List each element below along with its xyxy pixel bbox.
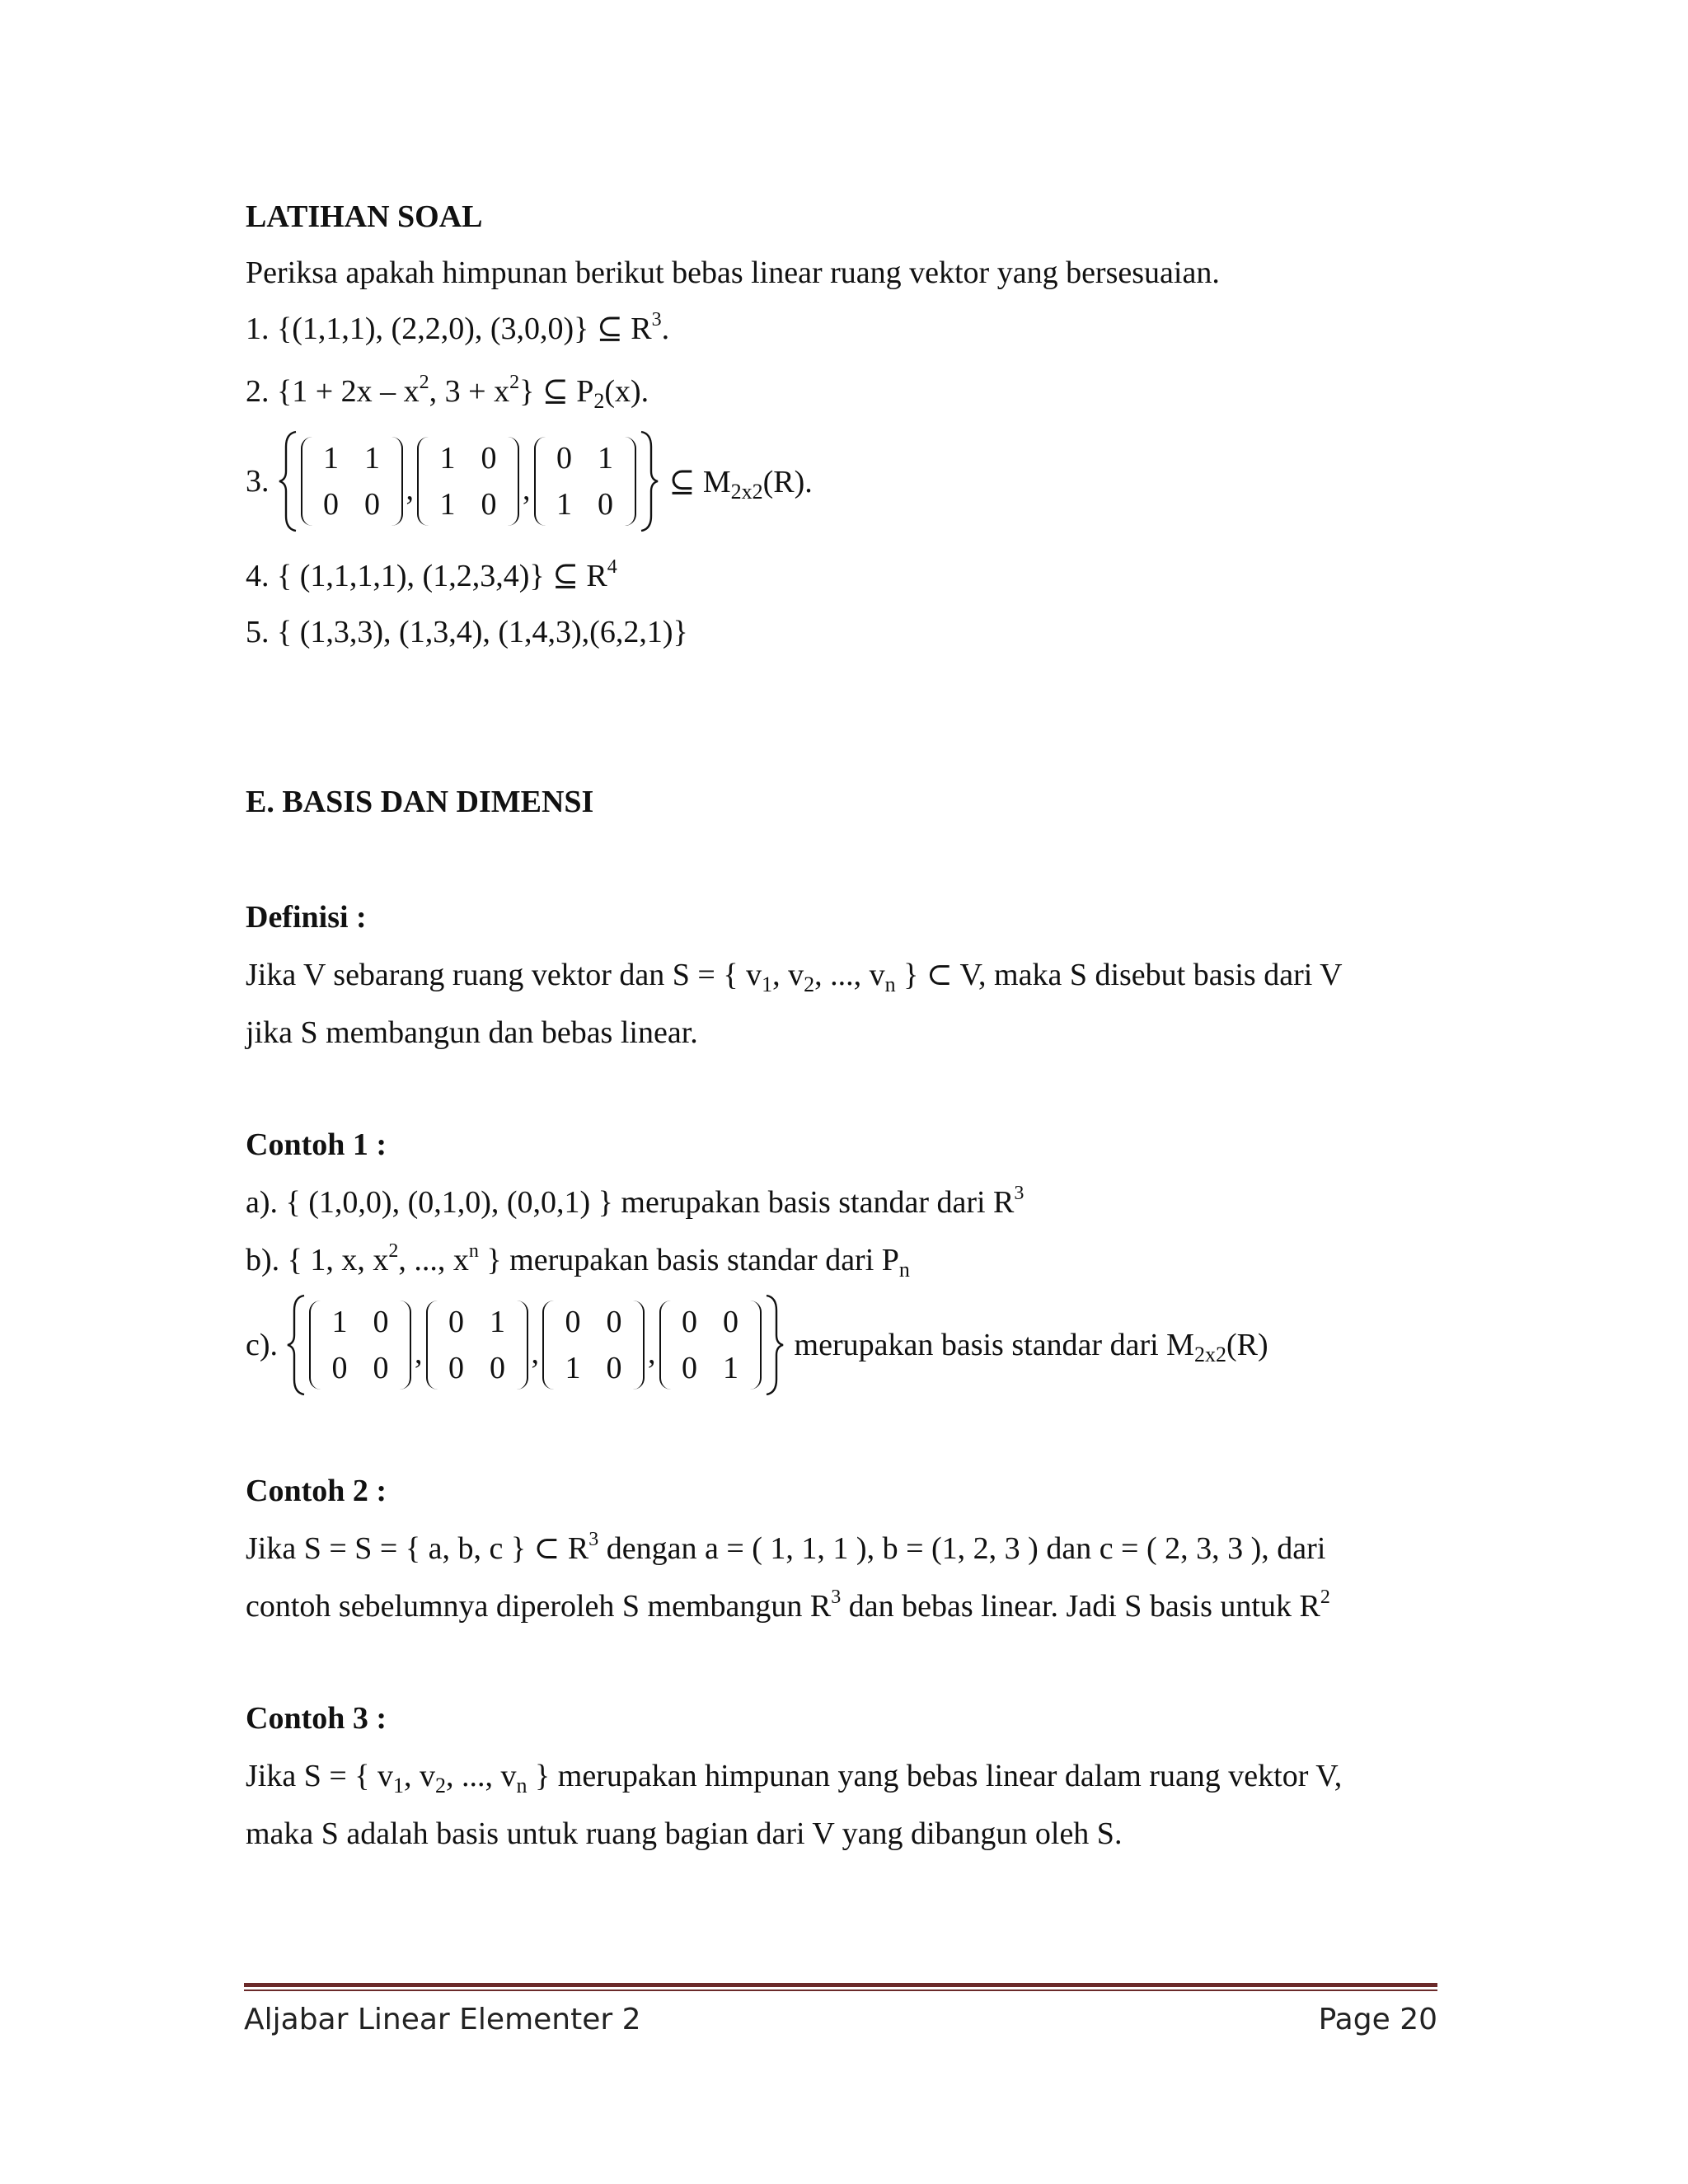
right-brace — [638, 430, 659, 532]
item-3-label: 3. — [246, 464, 270, 499]
exercise-item-3: 3. 1 1 0 0 , 1 0 1 0 , 0 1 1 0 ⊆ $M_{2x2}(R)$. — [246, 430, 813, 532]
latihan-heading: LATIHAN SOAL — [246, 199, 483, 234]
exercise-item-5: 5. { (1,3,3), (1,3,4), (1,4,3),(6,2,1)} — [246, 615, 688, 649]
footer-rule-thick — [244, 1983, 1437, 1987]
contoh-3-line-2: maka S adalah basis untuk ruang bagian dari V yang dibangun oleh S. — [246, 1816, 1123, 1851]
basis-matrix-3: 0 0 1 0 — [542, 1299, 645, 1391]
matrix-3: 0 1 1 0 — [534, 435, 636, 527]
contoh-2-line-1: Jika S = S = { a, b, c } ⊂ $R^3$ dengan a = ( 1, 1, 1 ), b = (1, 2, 3 ) dan c = ( 2, 3, 3 ), dari — [246, 1529, 1326, 1566]
exercise-item-2: 2. {$1 + 2x - x^2$, $3 + x^2$} ⊆ $P_2(x)$. — [246, 372, 649, 413]
definition-line-2: jika S membangun dan bebas linear. — [246, 1015, 698, 1050]
contoh-3-title: Contoh 3 : — [246, 1701, 387, 1736]
exercise-item-1: 1. {(1,1,1), (2,2,0), (3,0,0)} ⊆ $R^3$. — [246, 309, 670, 346]
contoh-2-title: Contoh 2 : — [246, 1474, 387, 1508]
definition-line-1: Jika V sebarang ruang vektor dan S = { $v_1$, $v_2$, ..., $v_n$ } ⊂ V, maka S disebut basis dari V — [246, 958, 1343, 996]
contoh-1-c-text: merupakan basis standar dari $M_{2x2}(R)$ — [794, 1328, 1268, 1366]
contoh-1-c: c). 1 0 0 0 , 0 1 0 0 , 0 0 1 0 , 0 0 0 1 merupakan basis standar dari $M_{2x2}(R)$ — [246, 1294, 1268, 1396]
contoh-3-line-1: Jika S = { $v_1$, $v_2$, ..., $v_n$ } merupakan himpunan yang bebas linear dalam ruang vektor V, — [246, 1759, 1343, 1797]
footer-page-number: Page 20 — [1318, 2003, 1437, 2036]
contoh-1-title: Contoh 1 : — [246, 1127, 387, 1162]
section-e-heading: E. BASIS DAN DIMENSI — [246, 785, 594, 819]
basis-matrix-1: 1 0 0 0 — [309, 1299, 411, 1391]
matrix-2: 1 0 1 0 — [417, 435, 519, 527]
definisi-title: Definisi : — [246, 900, 367, 935]
item-3-subset: ⊆ $M_{2x2}(R)$. — [668, 464, 813, 504]
contoh-1-b: b). { 1, x, $x^2$, ..., $x^n$ } merupakan basis standar dari $P_n$ — [246, 1240, 910, 1282]
basis-matrix-4: 0 0 0 1 — [659, 1299, 762, 1391]
latihan-instruction: Periksa apakah himpunan berikut bebas linear ruang vektor yang bersesuaian. — [246, 255, 1220, 290]
left-brace — [286, 1294, 307, 1396]
footer-rule-thin — [244, 1990, 1437, 1991]
footer-book-title: Aljabar Linear Elementer 2 — [244, 2003, 641, 2036]
basis-matrix-2: 0 1 0 0 — [426, 1299, 528, 1391]
matrix-1: 1 1 0 0 — [301, 435, 403, 527]
contoh-2-line-2: contoh sebelumnya diperoleh S membangun $R^3$ dan bebas linear. Jadi S basis untuk $R^2$ — [246, 1586, 1330, 1624]
contoh-1-a: a). { (1,0,0), (0,1,0), (0,0,1) } merupakan basis standar dari $R^3$ — [246, 1183, 1025, 1220]
contoh-1-c-label: c). — [246, 1328, 279, 1362]
exercise-item-4: 4. { (1,1,1,1), (1,2,3,4)} ⊆ $R^4$ — [246, 556, 617, 593]
left-brace — [278, 430, 299, 532]
right-brace — [763, 1294, 785, 1396]
